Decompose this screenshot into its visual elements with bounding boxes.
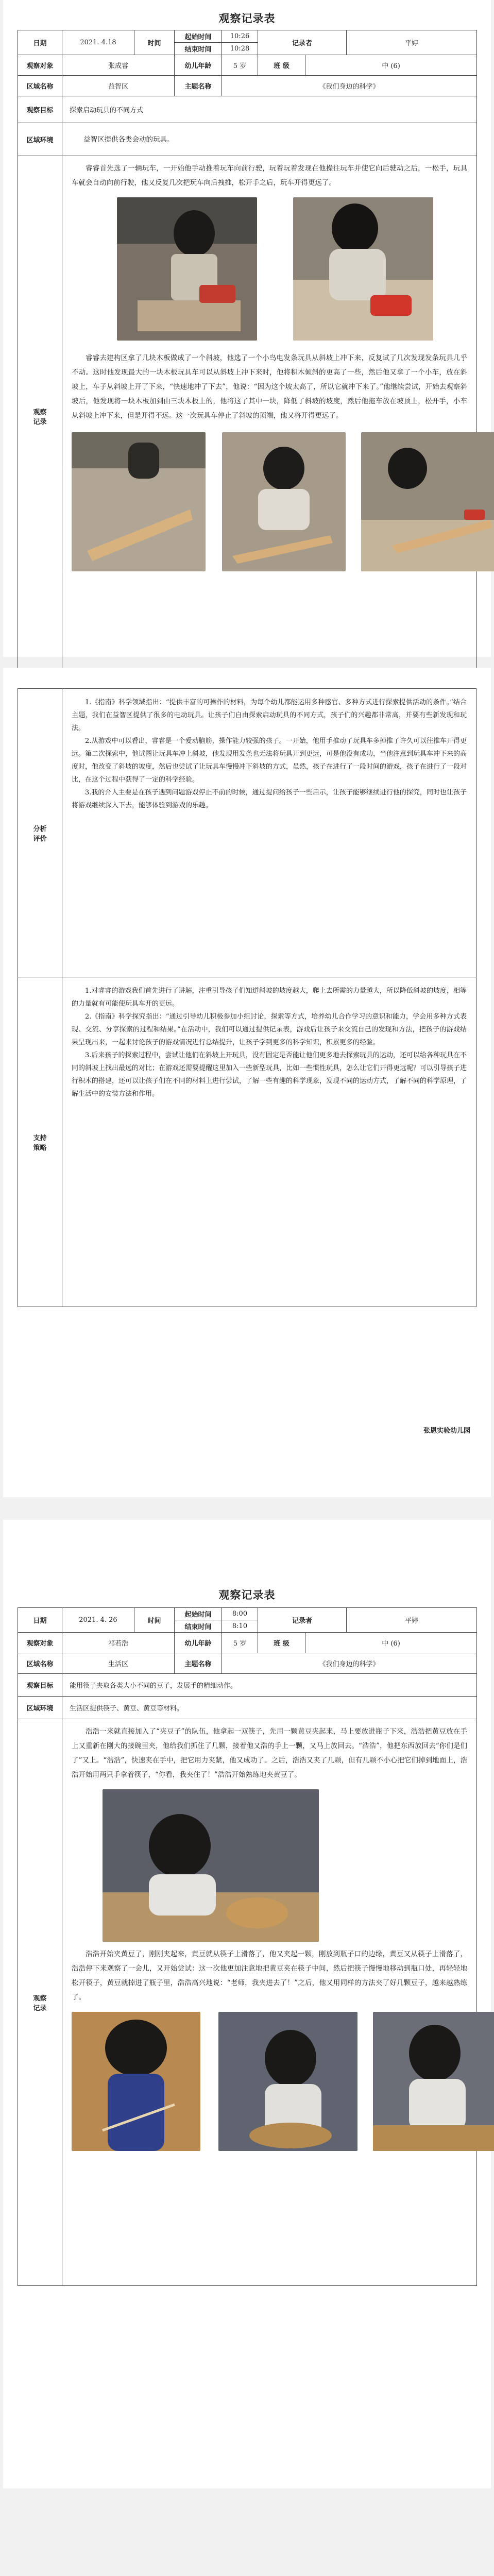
date-label: 日期 — [18, 30, 62, 55]
recorder-label: 记录者 — [258, 30, 347, 55]
analysis-label: 分析 评价 — [18, 689, 62, 977]
goal-label: 观察目标 — [18, 96, 62, 123]
record-paragraph-2: 睿睿去建构区拿了几块木板做成了一个斜坡，他选了一个小鸟电发条玩具从斜坡上冲下来，反复试了几次发现发条玩具几乎不动。这时他发现最大的一块木板玩具车可以从斜坡上冲下来时，他将积木倾斜的更高了一些，然后他又拿了一个小车，放在斜坡上，车子从斜坡上开了下来，“快速地冲了下去”，他说：“因为这个坡太高了，所以它就冲下来了。”他继续尝试，开始去观察斜坡后，他发现将一块木板加到由三块木板上的，他将这了其中一块，降低了斜坡的坡度，然后他拖车放在坡顶上，松开手，小车从斜坡上冲下来，但是开得不远。这一次玩具车停止了斜坡的顶端，他又将开得更远了。 — [72, 354, 468, 420]
area-label: 区域名称 — [18, 76, 62, 96]
date-label-2: 日期 — [18, 1608, 62, 1633]
class-label: 班 级 — [258, 55, 305, 76]
theme-value-2: 《我们身边的科学》 — [222, 1653, 477, 1674]
record-label-2: 观察 记录 — [18, 1719, 62, 2286]
photo-ramp-2 — [222, 432, 346, 571]
goal-value: 探索启动玩具的不同方式 — [62, 96, 477, 123]
record-page-1-bottom — [3, 668, 491, 1497]
time-label: 时间 — [134, 30, 175, 55]
record-label: 观察 记录 — [18, 156, 62, 676]
end-time-label: 结束时间 — [175, 43, 222, 55]
record-page-1-top — [3, 0, 491, 657]
class-value: 中 (6) — [305, 55, 477, 76]
env-label-2: 区域环境 — [18, 1697, 62, 1719]
record2-paragraph-2: 浩浩开始夹黄豆了，刚刚夹起来，黄豆就从筷子上滑落了，他又夹起一颗，刚放到瓶子口的边缘，黄豆又从筷子上滑落了，浩浩停下来观察了一会儿，又开始尝试：这一次他更加注意地把黄豆夹在筷子中间，然后把筷子慢慢地移动到瓶口处，再轻轻地松开筷子，黄豆就掉进了瓶子里，浩浩高兴地说：“老师，我夹进去了！”之后，他又用同样的方法夹了好几颗豆子，越来越熟练了。 — [72, 1950, 468, 2002]
env-value — [62, 123, 477, 156]
start-time-label: 起始时间 — [175, 30, 222, 43]
page-title: 观察记录表 — [218, 12, 276, 25]
analysis-table-1 — [18, 688, 476, 1307]
env-text: 益智区提供各类会动的玩具。 — [83, 135, 174, 144]
age-value-2: 5 岁 — [222, 1633, 258, 1653]
analysis-item-1: 1.《指南》科学领域指出：“提供丰富的可操作的材料，为每个幼儿都能运用多种感官、多种方式进行探索提供活动的条件。”结合主题，我们在益智区提供了很多的电动玩具。让孩子们自由探索启动玩具的不同方式，孩子们的兴趣都非常高，并要有些新发现和玩法。 — [72, 699, 467, 732]
class-value-2: 中 (6) — [305, 1633, 477, 1653]
recorder-label-2: 记录者 — [258, 1608, 347, 1633]
record-cell-2 — [62, 1719, 477, 2286]
observer-label-2: 观察对象 — [18, 1633, 62, 1653]
start-time-value-2: 8:00 — [222, 1608, 258, 1620]
goal-value-2: 能用筷子夹取各类大小不同的豆子，发展手的精细动作。 — [62, 1674, 477, 1697]
photo-ramp-3 — [361, 432, 494, 571]
age-label: 幼儿年龄 — [175, 55, 222, 76]
photo-child-with-car — [293, 197, 433, 341]
support-item-1: 1.对睿睿的游戏我们首先进行了讲解，注重引导孩子们知道斜坡的坡度越大，爬上去所需的力量越大，所以降低斜坡的坡度，相等的力量就有可能使玩具车开的更远。 — [72, 987, 467, 1008]
support-item-2: 2.《指南》科学探究指出：“通过引导幼儿积极参加小组讨论，探索等方式，培养幼儿合作学习的意识和能力，学会用多种方式表现、交流、分享探索的过程和结果。”在活动中，我们可以通过提供记录表，游戏后让孩子来交流自己的发现和方法，把孩子的游戏结果呈现出来，一起来讨论孩子的游戏情况进行总结提升，让孩子学到更多的科学知识，积累更多的经验。 — [72, 1013, 467, 1046]
date-value: 2021. 4.18 — [62, 30, 134, 55]
env-label: 区域环境 — [18, 123, 62, 156]
recorder-value: 平婷 — [347, 30, 477, 55]
end-time-label-2: 结束时间 — [175, 1620, 222, 1633]
page-title-2: 观察记录表 — [218, 1588, 276, 1601]
age-value: 5 岁 — [222, 55, 258, 76]
end-time-value: 10:28 — [222, 43, 258, 55]
end-time-value-2: 8:10 — [222, 1620, 258, 1633]
record2-paragraph-1: 浩浩一来就直接加入了“夹豆子”的队伍，他拿起一双筷子，先用一颗黄豆夹起来，马上要放进瓶子下来，浩浩把黄豆放在手上又重新在刚大的接碗里夹，他给我们抓住了几颗，接着他又浩的手上一颗，又马上放回去。“浩浩”，他把东西放回去“你们是们了”又上。“浩浩”，快速夹在手中，把它用力夹紧，他又成功了。之后，浩浩又夹了几颗，但有几颗不小心把它们掉到地面上，浩浩开始用两只手拿着筷子，“你看，我夹住了！”浩浩开始熟练地夹黄豆了。 — [72, 1727, 468, 1779]
photo-row-2 — [72, 423, 467, 578]
recorder-value-2: 平婷 — [347, 1608, 477, 1633]
photo-ramp-1 — [72, 432, 206, 571]
record-table-1 — [18, 30, 476, 676]
analysis-cell — [62, 689, 476, 977]
record-cell — [62, 156, 477, 676]
photo-row-1 — [72, 190, 467, 351]
date-value-2: 2021. 4. 26 — [62, 1608, 134, 1633]
class-label-2: 班 级 — [258, 1633, 305, 1653]
area-value: 益智区 — [62, 76, 175, 96]
footer-kindergarten: 张恩实验幼儿园 — [423, 1427, 470, 1435]
photo-chopsticks-3 — [373, 2012, 494, 2151]
photo-child-beans — [103, 1789, 319, 1942]
photo-row-3 — [72, 1782, 467, 1947]
theme-label-2: 主题名称 — [175, 1653, 222, 1674]
start-time-label-2: 起始时间 — [175, 1608, 222, 1620]
photo-car-on-desk — [117, 197, 257, 341]
photo-chopsticks-2 — [218, 2012, 357, 2151]
area-label-2: 区域名称 — [18, 1653, 62, 1674]
analysis-item-3: 3.我的介入主要是在孩子遇到问题游戏停止不前的时候，通过提问给孩子一些启示，让孩子能够继续进行他的探究，同时也让孩子将游戏继续深入下去，能够体验到游戏的乐趣。 — [72, 789, 467, 809]
support-item-3: 3.后来孩子的探索过程中，尝试让他们在斜坡上开玩具，没有固定是否能让他们更多地去探索玩具的运动，还可以给各种玩具在不同的斜坡上找出最远的对比；在游戏还需要提醒这里加入一些新型玩具，比如一些惯性玩具，怎么让它们开得更远呢？可以引导孩子进行积木的搭建，还可以让孩子们在不同的材料上进行尝试，了解一些有趣的科学现象，发现不同的运动方式，了解不同的科学原理，了解生活中的安装方法和作用。 — [72, 1052, 467, 1098]
env-value-2: 生活区提供筷子、黄豆、黄豆等材料。 — [62, 1697, 477, 1719]
observer-label: 观察对象 — [18, 55, 62, 76]
start-time-value: 10:26 — [222, 30, 258, 43]
photo-row-4 — [72, 2005, 467, 2159]
theme-label: 主题名称 — [175, 76, 222, 96]
record-table-2 — [18, 1607, 476, 2286]
support-label: 支持 策略 — [18, 977, 62, 1307]
analysis-item-2: 2.从游戏中可以看出，睿睿是一个爱动脑筋，操作能力较强的孩子。一开始，他用手推动了玩具车多掉推了许久可以往推车开得更远。第二次探索中，他试图让玩具车冲上斜坡，他发现用发条也无法将玩具开到更远，可是他没有成功，当他注意到玩具车冲下来的高度时，他改变了斜坡的坡度，然后也尝试了让玩具车慢慢冲下斜坡的方式，虽然，孩子在进行了一段时间的游戏，孩子在进行了一段对比，在这个过程中获得了一定的科学经验。 — [72, 737, 467, 784]
age-label-2: 幼儿年龄 — [175, 1633, 222, 1653]
goal-label-2: 观察目标 — [18, 1674, 62, 1697]
record-paragraph-1: 睿睿首先选了一辆玩车，一开始他手动推着玩车向前行驶，玩着玩着发现在他操往玩车并使它向后驶动之后，一松手，玩具车就会自动向前行驶，他又反复几次把玩车向后拽推，松开手之后，玩车开得更远了。 — [72, 164, 468, 187]
photo-chopsticks-1 — [72, 2012, 200, 2151]
area-value-2: 生活区 — [62, 1653, 175, 1674]
theme-value: 《我们身边的科学》 — [222, 76, 477, 96]
record-page-2-top — [3, 1520, 491, 2488]
time-label-2: 时间 — [134, 1608, 175, 1633]
support-cell — [62, 977, 476, 1307]
observer-value: 张成睿 — [62, 55, 175, 76]
observer-value-2: 祁若浩 — [62, 1633, 175, 1653]
